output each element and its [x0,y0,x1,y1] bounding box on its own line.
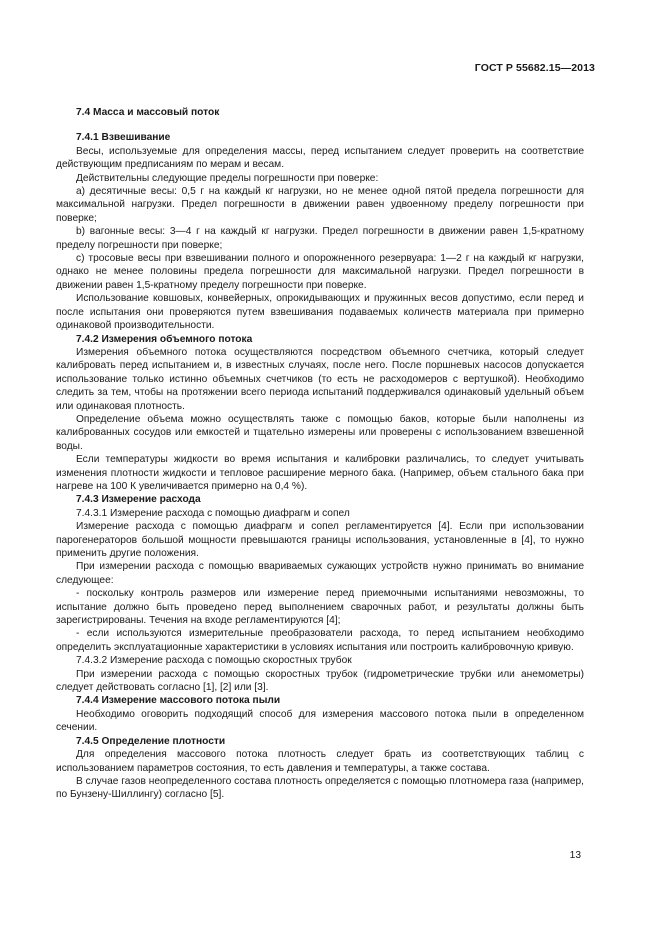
section-heading: 7.4.4 Измерение массового потока пыли [76,695,281,707]
paragraph: Необходимо оговорить подходящий способ для измерения массового потока пыли в определенном сечении. [56,708,584,734]
page-number: 13 [569,850,581,861]
section-heading: 7.4.1 Взвешивание [76,132,171,144]
paragraph: c) тросовые весы при взвешивании полного и опорожненного резервуара: 1—2 г на каждый кг нагрузки, однако не менее половины предела погрешности для максимальной нагрузки. Предел погрешности в движении равен 1,5-кратному пределу погрешности при поверке. [56,253,584,291]
paragraph: В случае газов неопределенного состава плотность определяется с помощью плотномера газа (например, по Бунзену-Шиллингу) согласно [5]. [56,775,584,801]
paragraph: Измерения объемного потока осуществляются посредством объемного счетчика, который следует калибровать перед испытанием и, в известных случаях, после него. После поршневых насосов допускается использование только истинно объемных счетчиков (то есть не расходомеров с вертушкой). Необходимо следить за тем, чтобы на протяжении всего периода испытаний поддерживался одинаковый удельный объем или одинаковая плотность. [56,346,584,412]
paragraph: - поскольку контроль размеров или измерение перед приемочными испытаниями невозможны, то испытание должно быть проведено перед выполнением сварочных работ, и результаты должны быть зарегистрированы. Течения на входе регламентируются [4]; [56,588,584,627]
paragraph: 7.4.3.2 Измерение расхода с помощью скоростных трубок [76,655,352,667]
paragraph: - если используются измерительные преобразователи расхода, то перед испытанием необходимо определить эксплуатационные характеристики в условиях испытания или построить калибровочную кривую. [56,628,584,653]
paragraph: При измерении расхода с помощью скоростных трубок (гидрометрические трубки или анемометры) следует действовать согласно [1], [2] или [3]. [56,668,584,694]
section-heading: 7.4 Масса и массовый поток [76,107,220,118]
paragraph: Если температуры жидкости во время испытания и калибровки различались, то следует учитывать изменения плотности жидкости и тепловое расширение мерного бака. (Например, объем стального бака при нагреве на 100 К увеличивается примерно на 0,4 %). [56,454,584,492]
document-body [56,93,584,802]
paragraph: При измерении расхода с помощью ввариваемых сужающих устройств нужно принимать во внимание следующее: [56,561,584,586]
section-heading: 7.4.2 Измерения объемного потока [76,333,253,345]
paragraph: Использование ковшовых, конвейерных, опрокидывающих и пружинных весов допустимо, если перед и после испытания они проверяются путем взвешивания подаваемых количеств материала при примерно одинаковой производительности. [56,293,584,332]
paragraph: Определение объема можно осуществлять также с помощью баков, которые были наполнены из калиброванных сосудов или емкостей и тщательно измерены или проверены с использованием взвешенной воды. [56,413,584,452]
paragraph: Действительны следующие пределы погрешности при поверке: [76,172,379,184]
paragraph: Измерение расхода с помощью диафрагм и сопел регламентируется [4]. Если при использовании парогенераторов большой мощности превышаются границы использования, установленные в [4], то нужно применить другие положения. [56,521,584,559]
paragraph: a) десятичные весы: 0,5 г на каждый кг нагрузки, но не менее одной пятой предела погрешности для максимальной нагрузки. Предел погрешности в движении равен удвоенному пределу погрешности при поверке; [56,186,584,224]
section-heading: 7.4.5 Определение плотности [76,735,226,747]
paragraph: 7.4.3.1 Измерение расхода с помощью диафрагм и сопел [76,507,350,519]
paragraph: b) вагонные весы: 3—4 г на каждый кг нагрузки. Предел погрешности в движении равен 1,5-кратному пределу погрешности при поверке; [56,226,584,251]
document-id: ГОСТ Р 55682.15—2013 [474,62,595,74]
paragraph: Весы, используемые для определения массы, перед испытанием следует проверить на соответствие действующим предписаниям по мерам и весам. [56,145,584,171]
section-heading: 7.4.3 Измерение расхода [76,494,201,506]
paragraph: Для определения массового потока плотность следует брать из соответствующих таблиц с использованием параметров состояния, то есть давления и температуры, а также состава. [56,749,584,774]
